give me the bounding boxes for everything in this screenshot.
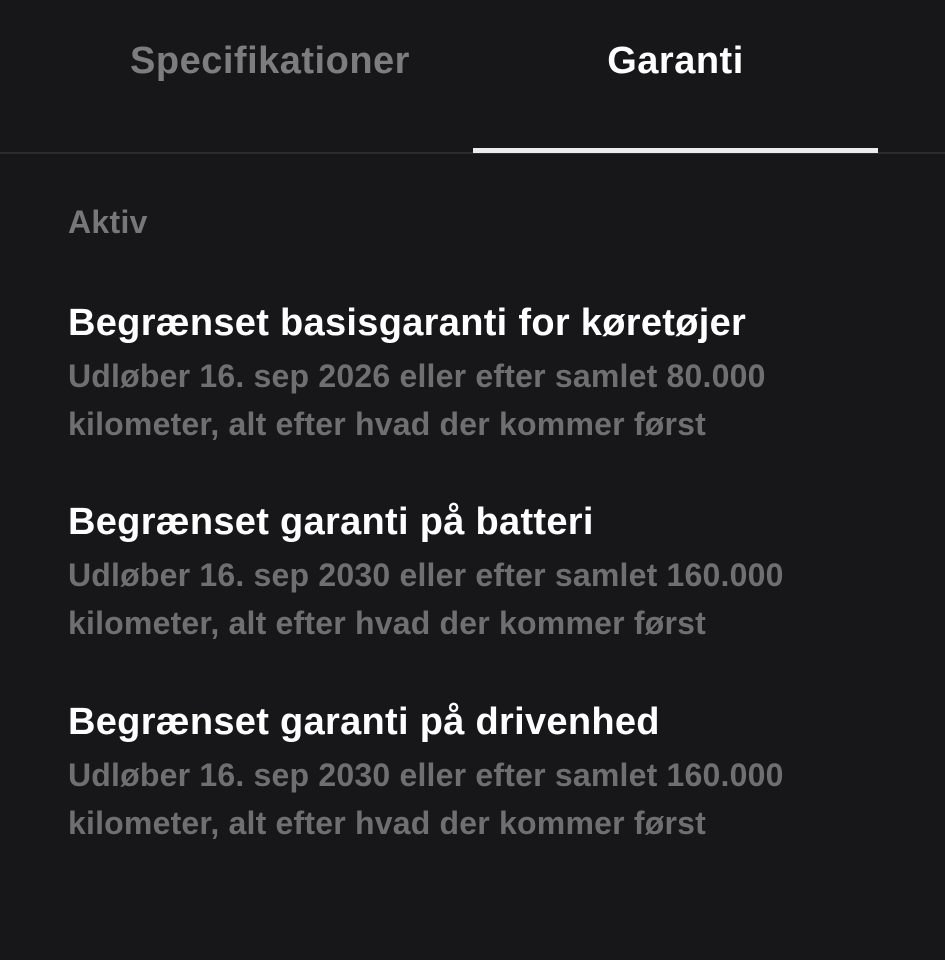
warranty-item-battery xyxy=(68,499,888,647)
warranty-description: Udløber 16. sep 2030 eller efter samlet 160.000 kilometer, alt efter hvad der kommer først xyxy=(68,557,784,641)
warranty-description: Udløber 16. sep 2030 eller efter samlet 160.000 kilometer, alt efter hvad der kommer først xyxy=(68,757,784,841)
warranty-item-basic xyxy=(68,300,888,448)
warranty-description: Udløber 16. sep 2026 eller efter samlet 80.000 kilometer, alt efter hvad der kommer først xyxy=(68,358,766,442)
tab-bar xyxy=(0,0,945,154)
warranty-item-drive-unit xyxy=(68,699,888,847)
active-tab-indicator xyxy=(473,148,878,153)
tab-warranty[interactable] xyxy=(473,0,878,138)
tab-specifications[interactable] xyxy=(68,0,472,138)
warranty-title: Begrænset garanti på drivenhed xyxy=(68,701,660,743)
tab-specifications-label: Specifikationer xyxy=(130,39,410,82)
tab-warranty-label: Garanti xyxy=(607,39,744,82)
section-label-active: Aktiv xyxy=(68,204,148,240)
warranty-title: Begrænset garanti på batteri xyxy=(68,501,594,543)
warranty-title: Begrænset basisgaranti for køretøjer xyxy=(68,302,747,344)
